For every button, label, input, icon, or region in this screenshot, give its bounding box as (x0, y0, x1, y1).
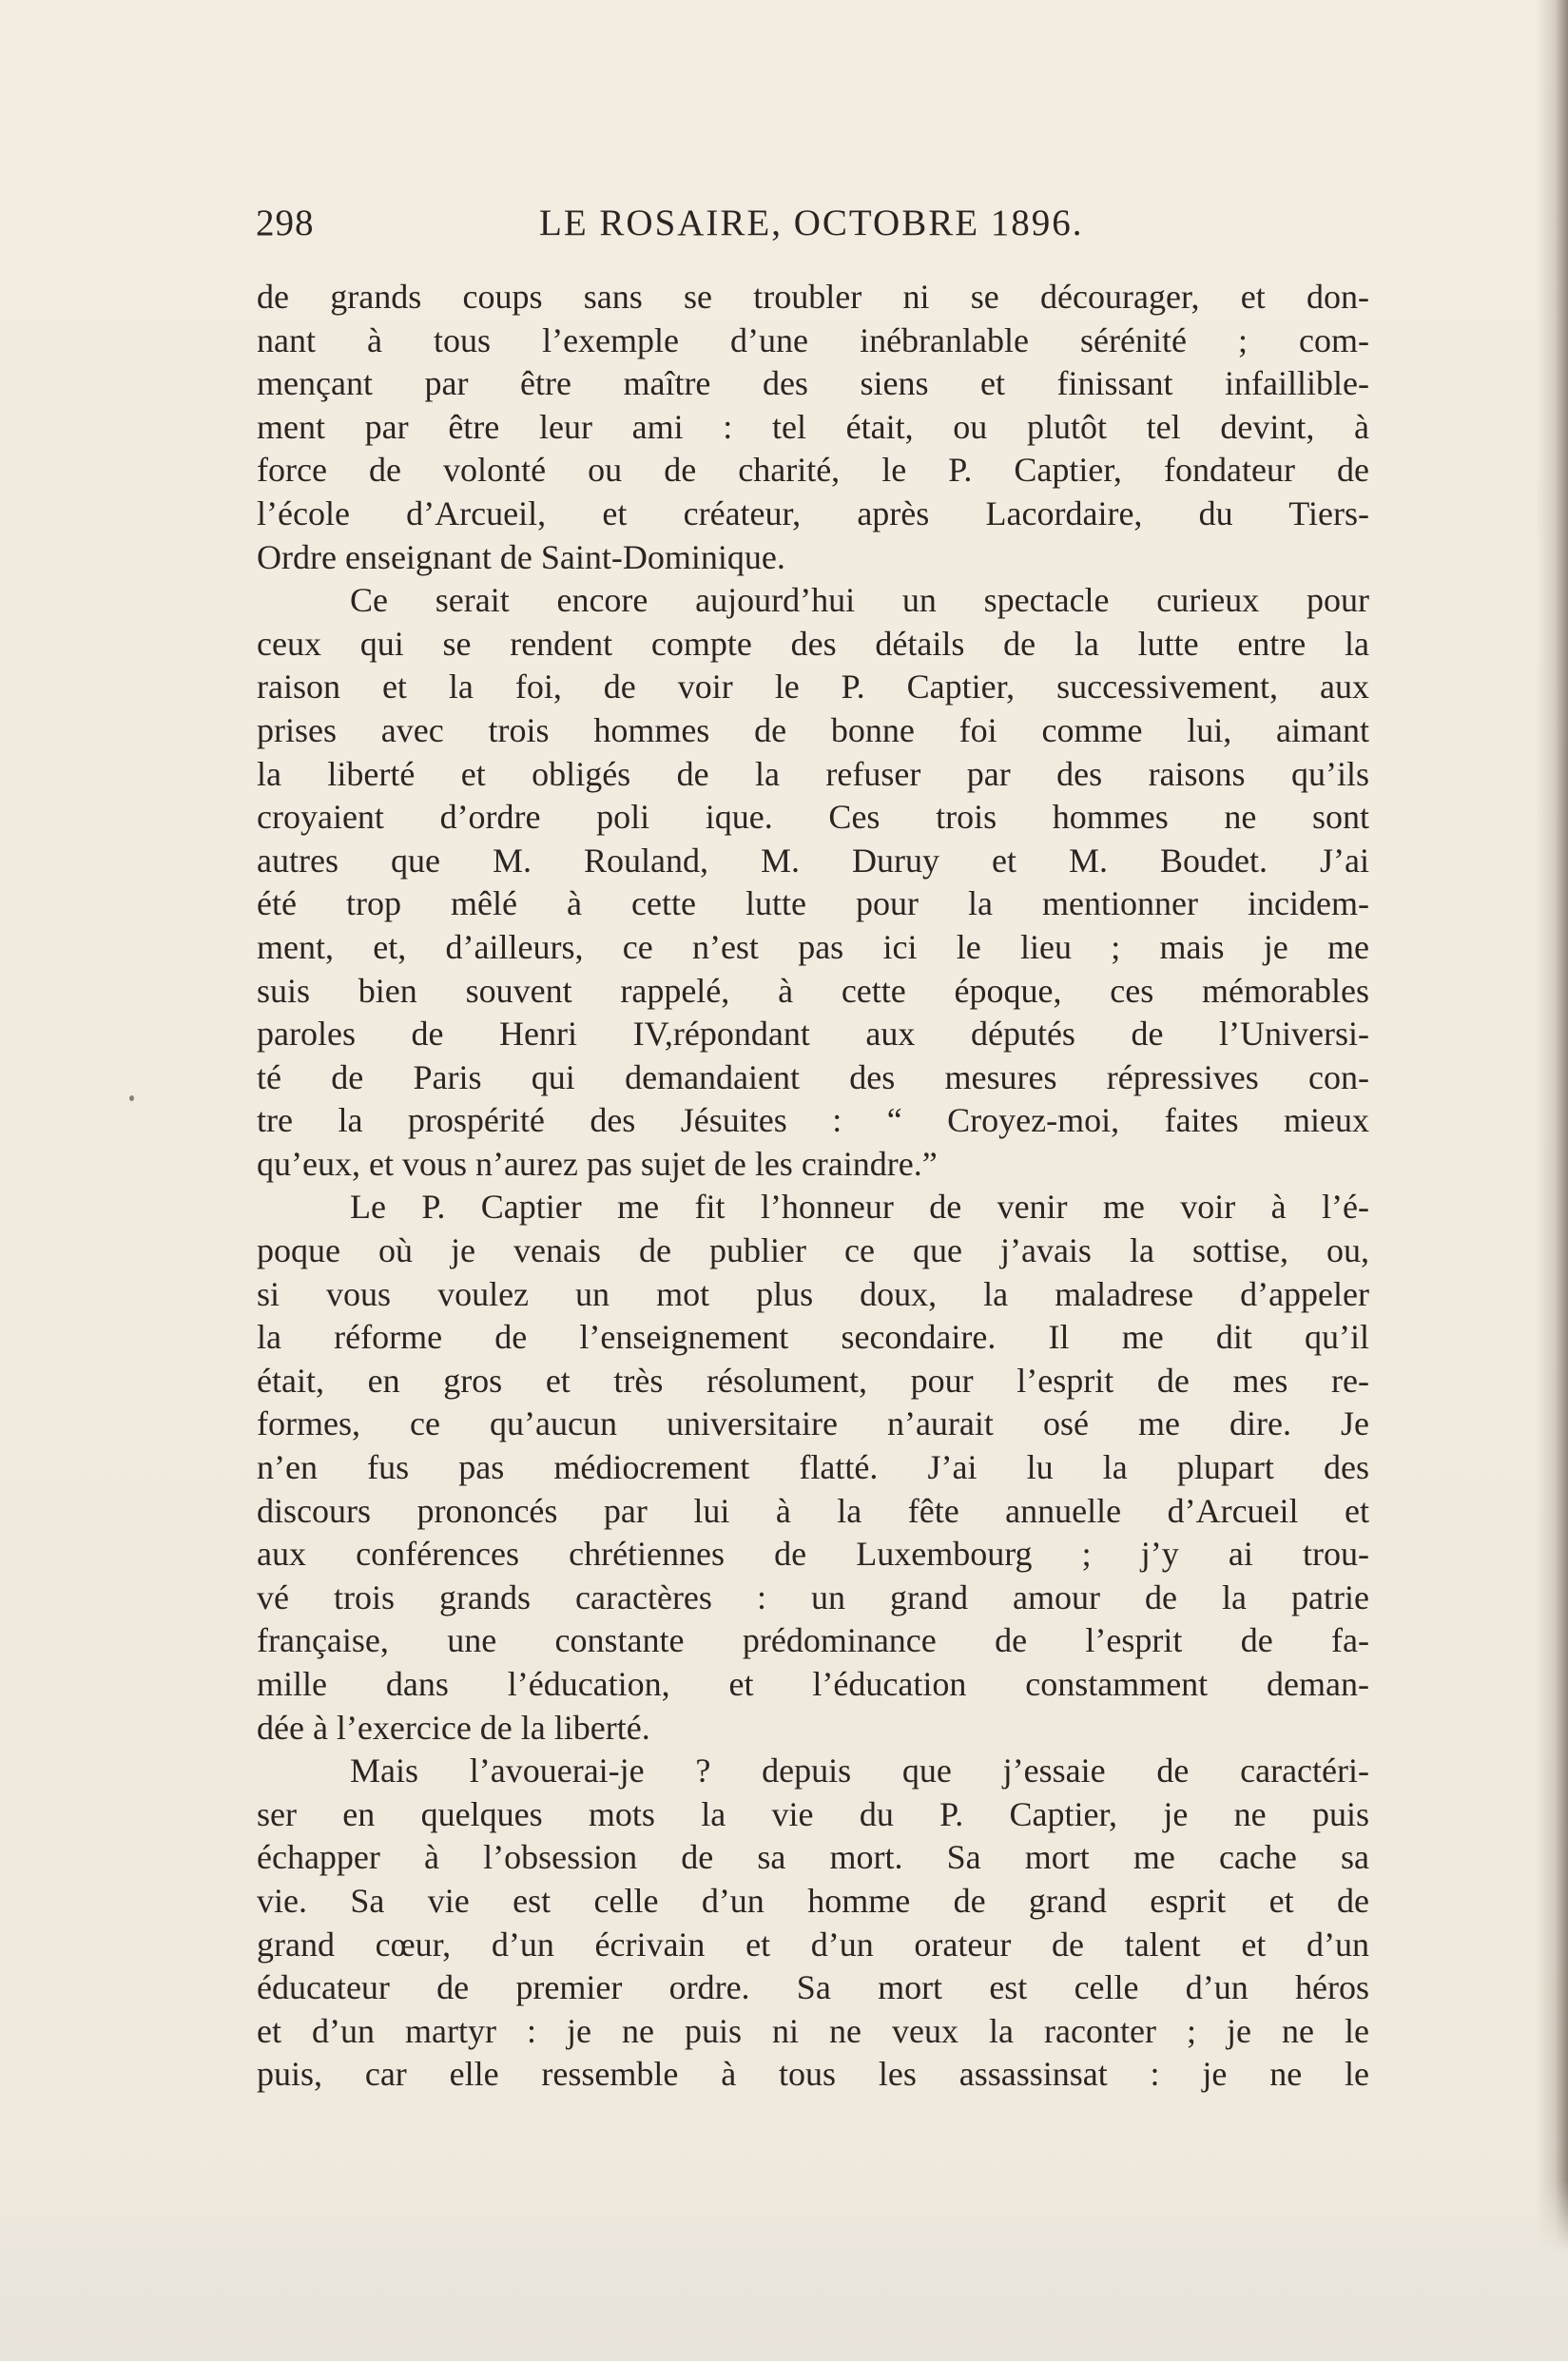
running-head: LE ROSAIRE, OCTOBRE 1896. (539, 203, 1084, 243)
text-line: ser en quelques mots la vie du P. Captier, je ne puis (257, 1794, 1369, 1833)
text-line: discours prononcés par lui à la fête annuelle d’Arcueil et (257, 1491, 1369, 1530)
text-line: Ordre enseignant de Saint-Dominique. (257, 537, 785, 576)
text-line: échapper à l’obsession de sa mort. Sa mort me cache sa (257, 1838, 1369, 1877)
text-line: Ce serait encore aujourd’hui un spectacle curieux pour (350, 581, 1369, 620)
text-line: et d’un martyr : je ne puis ni ne veux la raconter ; je ne le (257, 2011, 1369, 2050)
text-line: formes, ce qu’aucun universitaire n’aurait osé me dire. Je (257, 1404, 1369, 1443)
text-line: vé trois grands caractères : un grand amour de la patrie (257, 1577, 1369, 1616)
text-line: grand cœur, d’un écrivain et d’un orateur de talent et d’un (257, 1925, 1369, 1964)
text-line: dée à l’exercice de la liberté. (257, 1708, 650, 1747)
text-line: éducateur de premier ordre. Sa mort est celle d’un héros (257, 1968, 1369, 2007)
text-line: vie. Sa vie est celle d’un homme de grand esprit et de (257, 1881, 1369, 1920)
text-line: force de volonté ou de charité, le P. Captier, fondateur de (257, 451, 1369, 490)
text-line: la réforme de l’enseignement secondaire. Il me dit qu’il (257, 1318, 1369, 1357)
text-line: mille dans l’éducation, et l’éducation constamment deman- (257, 1665, 1369, 1703)
text-line: si vous voulez un mot plus doux, la maladrese d’appeler (257, 1274, 1369, 1313)
text-line: té de Paris qui demandaient des mesures répressives con- (257, 1057, 1369, 1096)
text-line: raison et la foi, de voir le P. Captier, successivement, aux (257, 668, 1369, 706)
text-line: paroles de Henri IV,répondant aux députés de l’Universi- (257, 1015, 1369, 1054)
text-line: la liberté et obligés de la refuser par des raisons qu’ils (257, 754, 1369, 793)
body-text (257, 276, 1369, 2097)
page-bottom-margin (0, 2180, 1568, 2361)
text-line: qu’eux, et vous n’aurez pas sujet de les craindre.” (257, 1144, 938, 1183)
text-line: croyaient d’ordre poli ique. Ces trois hommes ne sont (257, 798, 1369, 837)
text-line: été trop mêlé à cette lutte pour la mentionner incidem- (257, 884, 1369, 923)
text-line: française, une constante prédominance de l’esprit de fa- (257, 1621, 1369, 1660)
page-number: 298 (256, 203, 315, 243)
text-line: suis bien souvent rappelé, à cette époque, ces mémorables (257, 971, 1369, 1010)
text-line: autres que M. Rouland, M. Duruy et M. Boudet. J’ai (257, 841, 1369, 880)
text-line: ment par être leur ami : tel était, ou plutôt tel devint, à (257, 407, 1369, 446)
text-line: ment, et, d’ailleurs, ce n’est pas ici le lieu ; mais je me (257, 927, 1369, 966)
text-line: Mais l’avouerai-je ? depuis que j’essaie de caractéri- (350, 1751, 1369, 1790)
text-line: mençant par être maître des siens et finissant infaillible- (257, 364, 1369, 403)
text-line: l’école d’Arcueil, et créateur, après Lacordaire, du Tiers- (257, 493, 1369, 532)
text-line: prises avec trois hommes de bonne foi comme lui, aimant (257, 710, 1369, 749)
text-line: aux conférences chrétiennes de Luxembourg ; j’y ai trou- (257, 1535, 1369, 1574)
text-line: n’en fus pas médiocrement flatté. J’ai lu la plupart des (257, 1448, 1369, 1487)
text-line: Le P. Captier me fit l’honneur de venir me voir à l’é- (350, 1188, 1369, 1227)
paper-speck (129, 1095, 134, 1101)
text-line: puis, car elle ressemble à tous les assassinsat : je ne le (257, 2055, 1369, 2094)
text-line: était, en gros et très résolument, pour l’esprit de mes re- (257, 1361, 1369, 1400)
text-line: nant à tous l’exemple d’une inébranlable sérénité ; com- (257, 320, 1369, 359)
spine-shadow (1536, 0, 1568, 2361)
text-line: ceux qui se rendent compte des détails de la lutte entre la (257, 624, 1369, 663)
text-line: tre la prospérité des Jésuites : “ Croyez-moi, faites mieux (257, 1101, 1369, 1140)
page-header (256, 202, 1368, 259)
text-line: poque où je venais de publier ce que j’avais la sottise, ou, (257, 1231, 1369, 1270)
text-line: de grands coups sans se troubler ni se décourager, et don- (257, 278, 1369, 316)
